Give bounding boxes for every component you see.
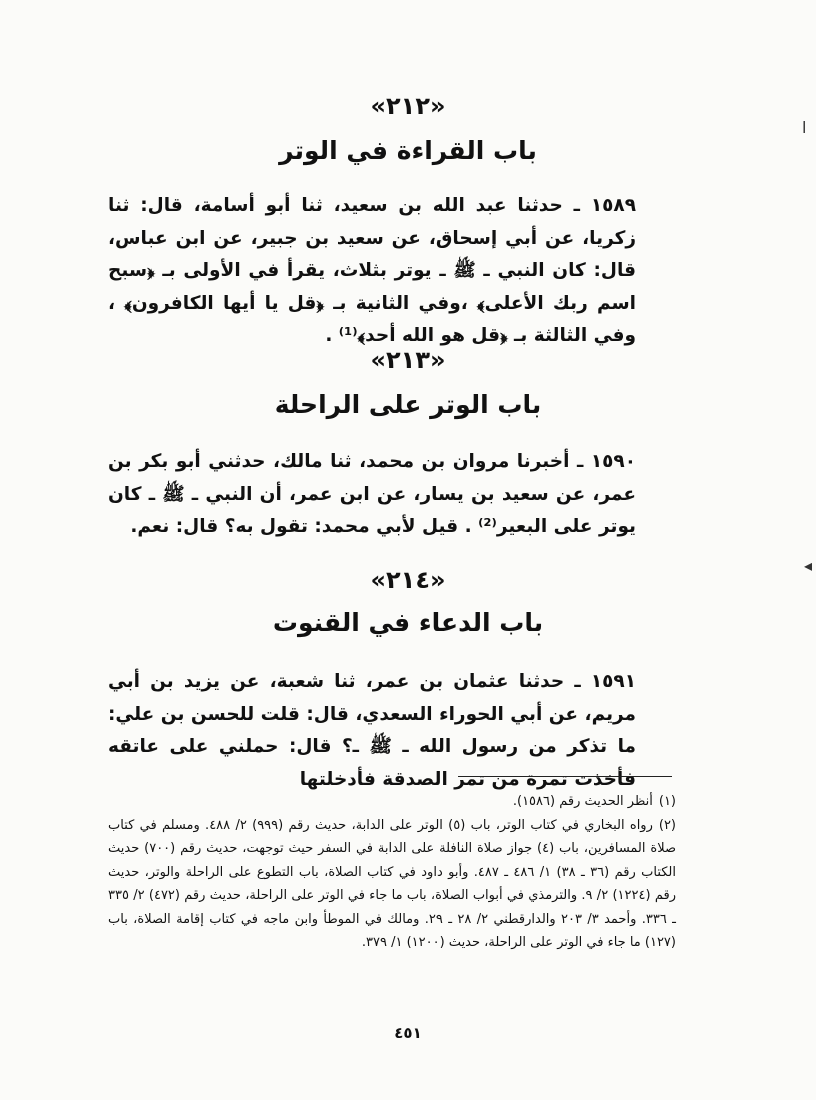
footnote-text: أنظر الحديث رقم (١٥٨٦). [512, 794, 653, 809]
footnote-number: (١) [658, 794, 676, 809]
footnotes [108, 790, 676, 955]
footnote-number: (٢) [658, 817, 676, 833]
margin-mark-mid: ◂ [804, 556, 813, 575]
hadith-1589: ١٥٨٩ ـ حدثنا عبد الله بن سعيد، ثنا أبو أسامة، قال: ثنا زكريا، عن أبي إسحاق، عن سعيد بن جبير، عن ابن عباس، قال: كان النبي ـ ﷺ ـ يوتر بثلاث، يقرأ في الأولى بـ ﴿سبح اسم ربك الأعلى﴾ ،وفي الثانية بـ ﴿قل يا أيها الكافرون﴾ ، وفي الثالثة بـ ﴿قل هو الله أحد﴾⁽¹⁾ . [108, 195, 636, 346]
hadith-1590: ١٥٩٠ ـ أخبرنا مروان بن محمد، ثنا مالك، حدثني أبو بكر بن عمر، عن سعيد بن يسار، عن ابن عمر، أن النبي ـ ﷺ ـ كان يوتر على البعير⁽²⁾ . قيل لأبي محمد: تقول به؟ قال: نعم. [108, 451, 636, 537]
chapter-number-213: «٢١٣» [370, 346, 446, 374]
footnote-separator [458, 776, 672, 777]
footnote-2 [108, 814, 676, 955]
chapter-title-212: باب القراءة في الوتر [279, 136, 537, 165]
footnote-1 [108, 790, 676, 814]
footnote-text: رواه البخاري في كتاب الوتر، باب (٥) الوتر على الدابة، حديث رقم (٩٩٩) ٢/ ٤٨٨. ومسلم في كتاب صلاة المسافرين، باب (٤) جواز صلاة النافلة على الدابة في السفر حيث توجهت، حديث رقم (٧٠٠) حديث الكتاب رقم (٣٦ ـ ٣٨) ١/ ٤٨٦ ـ ٤٨٧. وأبو داود في كتاب الصلاة، باب التطوع على الراحلة والوتر، حديث رقم (١٢٢٤) ٢/ ٩. والترمذي في أبواب الصلاة، باب ما جاء في الوتر على الراحلة، حديث رقم (٤٧٢) ٢/ ٣٣٥ ـ ٣٣٦. وأحمد ٣/ ٢٠٣ والدارقطني ٢/ ٢٨ ـ ٢٩. ومالك في الموطأ وابن ماجه في كتاب إقامة الصلاة، باب (١٢٧) ما جاء في الوتر على الراحلة، حديث (١٢٠٠) ١/ ٣٧٩. [108, 817, 677, 950]
margin-mark-top: ا [802, 118, 807, 137]
chapter-number-214: «٢١٤» [370, 566, 446, 594]
chapter-number-212: «٢١٢» [370, 92, 446, 120]
chapter-title-213: باب الوتر على الراحلة [274, 390, 542, 419]
hadith-1591: ١٥٩١ ـ حدثنا عثمان بن عمر، ثنا شعبة، عن يزيد بن أبي مريم، عن أبي الحوراء السعدي، قال: قلت للحسن بن علي: ما تذكر من رسول الله ـ ﷺ ـ؟ قال: حملني على عاتقه فأخذت تمرة من تمر الصدقة فأدخلتها [108, 671, 636, 790]
page-number: ٤٥١ [394, 1024, 422, 1042]
chapter-title-214: باب الدعاء في القنوت [272, 608, 544, 637]
